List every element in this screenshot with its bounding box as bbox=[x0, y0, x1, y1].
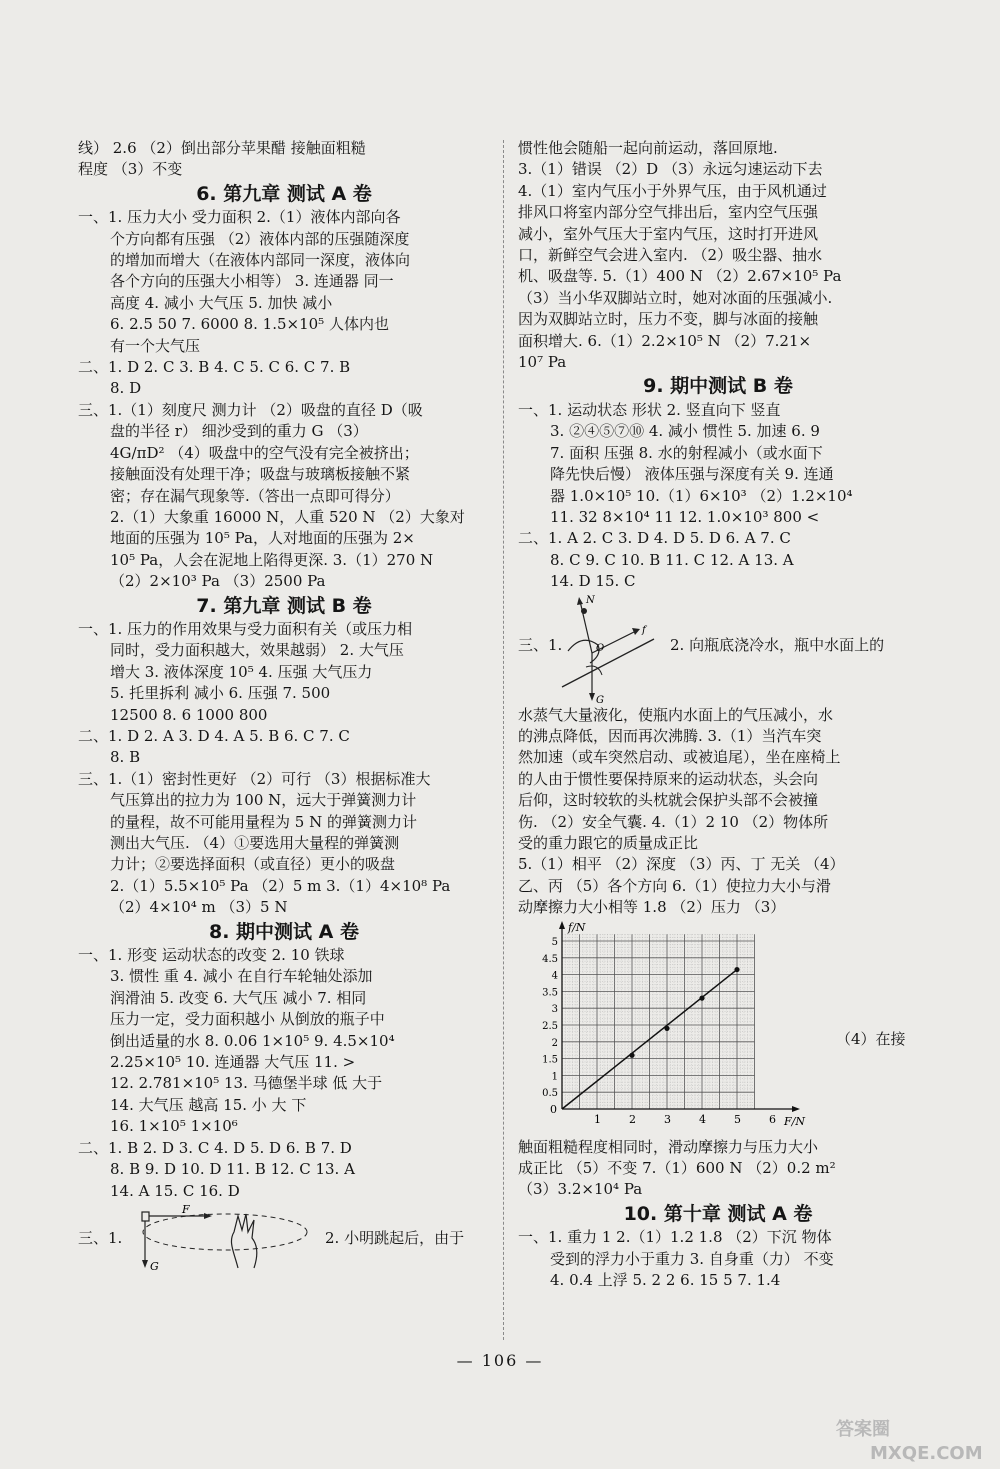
right-column bbox=[518, 138, 918, 1291]
figure-prefix: 三、1. bbox=[78, 1228, 123, 1247]
text-line: 口，新鲜空气会进入室内. （2）吸尘器、抽水 bbox=[518, 246, 823, 265]
data-point bbox=[734, 967, 739, 972]
text-line: 伤. （2）安全气囊. 4.（1）2 10 （2）物体所 bbox=[518, 812, 829, 831]
text-line: 3.（1）错误 （2）D （3）永远匀速运动下去 bbox=[518, 160, 823, 179]
text-line: 接触面没有处理干净；吸盘与玻璃板接触不紧 bbox=[110, 465, 411, 484]
y-tick-label: 0.5 bbox=[542, 1087, 558, 1099]
text-line: 5.（1）相平 （2）深度 （3）丙、丁 无关 （4） bbox=[518, 855, 845, 874]
text-line: 14. D 15. C bbox=[550, 572, 636, 591]
text-line: 成正比 （5）不变 7.（1）600 N （2）0.2 m² bbox=[518, 1159, 836, 1177]
y-tick-label: 1.5 bbox=[542, 1054, 558, 1066]
y-tick-label: 1 bbox=[551, 1070, 558, 1082]
figure-row-slope bbox=[518, 593, 918, 705]
data-point bbox=[664, 1025, 669, 1030]
gravity-arrowhead bbox=[142, 1260, 148, 1268]
watermark-logo bbox=[826, 1399, 994, 1465]
text-line: 16. 1×10⁵ 1×10⁶ bbox=[110, 1117, 238, 1136]
y-tick-label: 3.5 bbox=[542, 986, 558, 998]
section-title-7: 7. 第九章 测试 B 卷 bbox=[196, 594, 372, 617]
graph-row bbox=[518, 919, 918, 1137]
y-tick-label: 4 bbox=[551, 970, 558, 982]
friction-pressure-graph bbox=[534, 919, 824, 1137]
text-line: 的人由于惯性要保持原来的运动状态，头会向 bbox=[518, 769, 819, 788]
x-axis-label: F/N bbox=[784, 1114, 805, 1128]
incline-surface bbox=[562, 639, 654, 687]
graph-side-text: （4）在接 bbox=[836, 1029, 906, 1048]
text-line: 11. 32 8×10⁴ 11 12. 1.0×10³ 800 < bbox=[550, 507, 820, 526]
text-line: 各个方向的压强大小相等） 3. 连通器 同一 bbox=[110, 272, 394, 291]
x-tick-label: 3 bbox=[664, 1112, 671, 1126]
text-line: 一、1. 运动状态 形状 2. 竖直向下 竖直 bbox=[518, 400, 781, 419]
y-tick-label: 5 bbox=[551, 936, 558, 948]
watermark-sub: MXQE.COM bbox=[870, 1443, 983, 1464]
x-tick-label: 1 bbox=[594, 1112, 601, 1126]
page-number: — 106 — bbox=[456, 1351, 544, 1370]
section-6-body bbox=[78, 207, 490, 592]
text-line: 润滑油 5. 改变 6. 大气压 减小 7. 相同 bbox=[110, 988, 367, 1007]
text-line: 的增加而增大（在液体内部同一深度，液体向 bbox=[110, 251, 411, 270]
object-block bbox=[142, 1212, 149, 1221]
text-line: （2）4×10⁴ m （3）5 N bbox=[110, 898, 288, 917]
text-line: 后仰，这时较软的头枕就会保护头部不会被撞 bbox=[518, 791, 819, 810]
x-tick-label: 4 bbox=[699, 1112, 706, 1126]
text-line: 水蒸气大量液化，使瓶内水面上的气压减小，水 bbox=[518, 705, 834, 724]
text-line: 14. 大气压 越高 15. 小 大 下 bbox=[110, 1095, 307, 1114]
text-line: 2.（1）大象重 16000 N，人重 520 N （2）大象对 bbox=[110, 507, 465, 526]
text-line: 程度 （3）不变 bbox=[78, 160, 183, 179]
jump-force-diagram bbox=[130, 1202, 310, 1272]
y-tick-label: 3 bbox=[551, 1003, 558, 1015]
text-line: 3. 惯性 重 4. 减小 在自行车轮轴处添加 bbox=[110, 967, 373, 986]
figure-row-jump bbox=[78, 1202, 490, 1272]
y-axis-arrowhead bbox=[559, 921, 565, 929]
gravity-arrowhead bbox=[589, 693, 595, 701]
text-line: 受的重力跟它的质量成正比 bbox=[518, 833, 699, 852]
text-line: 6. 2.5 50 7. 6000 8. 1.5×10⁵ 人体内也 bbox=[110, 315, 389, 334]
text-line: 一、1. 形变 运动状态的改变 2. 10 铁球 bbox=[78, 946, 345, 965]
text-line: 然加速（或车突然启动、或被追尾），坐在座椅上 bbox=[518, 748, 841, 767]
grid bbox=[562, 934, 755, 1109]
text-line: 降先快后慢） 液体压强与深度有关 9. 连通 bbox=[550, 465, 834, 484]
text-line: 地面的压强为 10⁵ Pa，人对地面的压强为 2× bbox=[110, 529, 415, 548]
data-marks bbox=[562, 967, 740, 1109]
x-tick-label: 2 bbox=[629, 1112, 636, 1126]
text-line: 2.（1）5.5×10⁵ Pa （2）5 m 3.（1）4×10⁸ Pa bbox=[110, 876, 451, 895]
text-line: 盘的半径 r） 细沙受到的重力 G （3） bbox=[110, 422, 368, 441]
text-line: 一、1. 压力的作用效果与受力面积有关（或压力相 bbox=[78, 619, 413, 638]
x-axis-arrowhead bbox=[792, 1106, 800, 1112]
section-8-body bbox=[78, 945, 490, 1272]
y-tick-label: 2 bbox=[551, 1037, 558, 1049]
hand-sketch bbox=[231, 1214, 256, 1268]
page-number-value: 106 bbox=[481, 1351, 519, 1370]
text-line: 同时，受力面积越大，效果越弱） 2. 大气压 bbox=[110, 641, 404, 660]
text-line: （3）当小华双脚站立时，她对冰面的压强减小. bbox=[518, 288, 833, 307]
text-line: 8. D bbox=[110, 379, 142, 398]
text-line: 12. 2.781×10⁵ 13. 马德堡半球 低 大于 bbox=[110, 1074, 383, 1093]
normal-arrowhead bbox=[577, 597, 583, 605]
text-line: 面积增大. 6.（1）2.2×10⁵ N （2）7.21× bbox=[518, 331, 812, 350]
section-title-6: 6. 第九章 测试 A 卷 bbox=[196, 182, 372, 205]
friction-arrowhead bbox=[632, 628, 640, 635]
text-line: 三、1.（1）刻度尺 测力计 （2）吸盘的直径 D（吸 bbox=[78, 400, 423, 419]
text-line: 惯性他会随船一起向前运动，落回原地. bbox=[518, 139, 778, 157]
text-line: 密；存在漏气现象等.（答出一点即可得分） bbox=[110, 486, 400, 505]
text-line: 减小，室外气压大于室内气压，这时打开进风 bbox=[518, 224, 819, 243]
y-tick-label: 2.5 bbox=[542, 1020, 558, 1032]
y-tick-label: 4.5 bbox=[542, 953, 558, 965]
label-N: N bbox=[586, 594, 595, 606]
label-f: f bbox=[642, 624, 646, 636]
text-line: 4. 0.4 上浮 5. 2 2 6. 15 5 7. 1.4 bbox=[550, 1271, 781, 1290]
text-line: 乙、丙 （5）各个方向 6.（1）使拉力大小与滑 bbox=[518, 876, 831, 895]
text-line: 5. 托里拆利 减小 6. 压强 7. 500 bbox=[110, 684, 331, 703]
label-G: G bbox=[150, 1259, 159, 1272]
figure-prefix: 三、1. bbox=[518, 635, 563, 654]
text-line: 二、1. D 2. C 3. B 4. C 5. C 6. C 7. B bbox=[78, 358, 351, 377]
text-line: 12500 8. 6 1000 800 bbox=[110, 705, 268, 724]
text-line: 力计；②要选择面积（或直径）更小的吸盘 bbox=[110, 855, 396, 874]
text-line: 动摩擦力大小相等 1.8 （2）压力 （3） bbox=[518, 898, 786, 917]
text-line: 排风口将室内部分空气排出后，室内空气压强 bbox=[518, 203, 819, 222]
data-point bbox=[699, 995, 704, 1000]
label-F: F bbox=[182, 1202, 190, 1216]
text-line: 二、1. B 2. D 3. C 4. D 5. D 6. B 7. D bbox=[78, 1138, 352, 1157]
text-line: 4G/πD² （4）吸盘中的空气没有完全被挤出； bbox=[110, 443, 419, 462]
text-line: 一、1. 重力 1 2.（1）1.2 1.8 （2）下沉 物体 bbox=[518, 1228, 832, 1247]
text-line: 压力一定，受力面积越小 从倒放的瓶子中 bbox=[110, 1010, 385, 1029]
section-title-9: 9. 期中测试 B 卷 bbox=[643, 375, 793, 398]
text-line: 2.25×10⁵ 10. 连通器 大气压 11. > bbox=[110, 1053, 356, 1072]
text-line: 因为双脚站立时，压力不变，脚与冰面的接触 bbox=[518, 310, 819, 329]
text-line: （2）2×10³ Pa （3）2500 Pa bbox=[110, 572, 326, 591]
text-line: 高度 4. 减小 大气压 5. 加快 减小 bbox=[110, 293, 333, 312]
text-line: 的量程，故不可能用量程为 5 N 的弹簧测力计 bbox=[110, 812, 417, 831]
text-line: 10⁵ Pa，人会在泥地上陷得更深. 3.（1）270 N bbox=[110, 550, 434, 569]
y-axis-label: f/N bbox=[568, 920, 586, 934]
text-line: 8. B bbox=[110, 748, 141, 767]
label-G: G bbox=[596, 694, 604, 705]
text-line: 器 1.0×10⁵ 10.（1）6×10³ （2）1.2×10⁴ bbox=[550, 486, 853, 505]
text-line: 有一个大气压 bbox=[110, 336, 201, 355]
data-point bbox=[629, 1052, 634, 1057]
text-line: 二、1. D 2. A 3. D 4. A 5. B 6. C 7. C bbox=[78, 726, 350, 745]
text-line: 4.（1）室内气压小于外界气压，由于风机通过 bbox=[518, 181, 827, 200]
x-tick-label: 5 bbox=[734, 1112, 741, 1126]
text-line: 14. A 15. C 16. D bbox=[110, 1181, 240, 1200]
section-9-body bbox=[518, 400, 918, 1201]
text-line: 的沸点降低，因而再次沸腾. 3.（1）当汽车突 bbox=[518, 726, 822, 745]
section-title-10: 10. 第十章 测试 A 卷 bbox=[623, 1202, 813, 1225]
text-line: 10⁷ Pa bbox=[518, 353, 567, 372]
figure-suffix: 2. 小明跳起后，由于 bbox=[325, 1228, 465, 1247]
text-line: 一、1. 压力大小 受力面积 2.（1）液体内部向各 bbox=[78, 208, 401, 227]
text-line: 气压算出的拉力为 100 N，远大于弹簧测力计 bbox=[110, 791, 417, 810]
section-10-body bbox=[518, 1227, 918, 1291]
x-tick-label: 6 bbox=[769, 1112, 776, 1126]
text-line: （3）3.2×10⁴ Pa bbox=[518, 1180, 643, 1199]
label-O: O bbox=[596, 642, 605, 654]
text-line: 三、1.（1）密封性更好 （2）可行 （3）根据标准大 bbox=[78, 769, 431, 788]
text-line: 二、1. A 2. C 3. D 4. D 5. D 6. A 7. C bbox=[518, 529, 791, 548]
text-line: 触面粗糙程度相同时，滑动摩擦力与压力大小 bbox=[518, 1137, 819, 1156]
text-line: 线） 2.6 （2）倒出部分苹果醋 接触面粗糙 bbox=[78, 139, 366, 157]
slope-force-diagram bbox=[558, 593, 658, 705]
text-line: 8. C 9. C 10. B 11. C 12. A 13. A bbox=[550, 550, 794, 569]
text-line: 8. B 9. D 10. D 11. B 12. C 13. A bbox=[110, 1160, 355, 1179]
text-line: 机、吸盘等. 5.（1）400 N （2）2.67×10⁵ Pa bbox=[518, 267, 842, 286]
text-line: 3. ②④⑤⑦⑩ 4. 减小 惯性 5. 加速 6. 9 bbox=[550, 422, 820, 441]
figure-suffix: 2. 向瓶底浇冷水，瓶中水面上的 bbox=[670, 635, 885, 654]
left-column bbox=[78, 138, 490, 1272]
watermark-main: 答案圈 bbox=[836, 1419, 890, 1440]
text-line: 测出大气压. （4）①要选用大量程的弹簧测 bbox=[110, 834, 400, 852]
text-line: 受到的浮力小于重力 3. 自身重（力） 不变 bbox=[550, 1249, 834, 1268]
text-line: 倒出适量的水 8. 0.06 1×10⁵ 9. 4.5×10⁴ bbox=[110, 1031, 395, 1050]
section-title-8: 8. 期中测试 A 卷 bbox=[209, 920, 359, 943]
ellipse-path bbox=[143, 1214, 307, 1250]
text-line: 7. 面积 压强 8. 水的射程减小（或水面下 bbox=[550, 443, 823, 462]
text-line: 个方向都有压强 （2）液体内部的压强随深度 bbox=[110, 229, 410, 248]
origin-label: 0 bbox=[550, 1102, 557, 1116]
section-7-body bbox=[78, 619, 490, 919]
text-line: 增大 3. 液体深度 10⁵ 4. 压强 大气压力 bbox=[110, 662, 373, 681]
